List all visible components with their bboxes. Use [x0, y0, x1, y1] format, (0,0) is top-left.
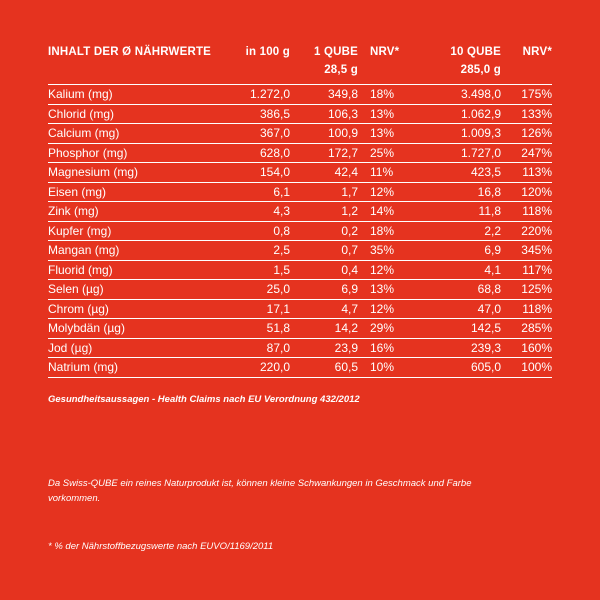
nrv-1-qube: 13%	[358, 104, 413, 124]
table-row	[48, 182, 552, 202]
nrv-10-qube: 345%	[501, 241, 552, 261]
value-per-100g: 87,0	[218, 338, 290, 358]
table-body	[48, 85, 552, 378]
nutrient-name: Molybdän (µg)	[48, 319, 218, 339]
value-1-qube: 0,7	[290, 241, 358, 261]
value-per-100g: 6,1	[218, 182, 290, 202]
value-1-qube: 1,2	[290, 202, 358, 222]
header-per-100g: in 100 g	[245, 46, 290, 58]
value-10-qube: 3.498,0	[413, 85, 501, 105]
nutrient-name: Kupfer (mg)	[48, 221, 218, 241]
nrv-10-qube: 247%	[501, 143, 552, 163]
health-claims-note: Gesundheitsaussagen - Health Claims nach EU Verordnung 432/2012	[48, 394, 360, 405]
value-1-qube: 0,2	[290, 221, 358, 241]
value-10-qube: 6,9	[413, 241, 501, 261]
value-per-100g: 25,0	[218, 280, 290, 300]
table-row	[48, 163, 552, 183]
value-10-qube: 142,5	[413, 319, 501, 339]
nrv-10-qube: 220%	[501, 221, 552, 241]
table-row	[48, 299, 552, 319]
nrv-10-qube: 117%	[501, 260, 552, 280]
nrv-10-qube: 120%	[501, 182, 552, 202]
nrv-1-qube: 18%	[358, 221, 413, 241]
value-per-100g: 17,1	[218, 299, 290, 319]
nrv-1-qube: 25%	[358, 143, 413, 163]
value-per-100g: 386,5	[218, 104, 290, 124]
value-10-qube: 605,0	[413, 358, 501, 378]
nrv-1-qube: 35%	[358, 241, 413, 261]
value-10-qube: 16,8	[413, 182, 501, 202]
value-1-qube: 106,3	[290, 104, 358, 124]
nrv-1-qube: 12%	[358, 182, 413, 202]
nutrient-name: Jod (µg)	[48, 338, 218, 358]
value-per-100g: 220,0	[218, 358, 290, 378]
table-row	[48, 260, 552, 280]
natural-product-note: Da Swiss-QUBE ein reines Naturprodukt ist, können kleine Schwankungen in Geschmack und Farbe vorkommen.	[48, 478, 472, 504]
nrv-10-qube: 126%	[501, 124, 552, 144]
nrv-1-qube: 29%	[358, 319, 413, 339]
nrv-1-qube: 10%	[358, 358, 413, 378]
value-10-qube: 11,8	[413, 202, 501, 222]
nrv-10-qube: 285%	[501, 319, 552, 339]
nrv-10-qube: 175%	[501, 85, 552, 105]
value-per-100g: 2,5	[218, 241, 290, 261]
value-1-qube: 0,4	[290, 260, 358, 280]
nrv-10-qube: 125%	[501, 280, 552, 300]
header-10-qube: 10 QUBE	[450, 46, 501, 58]
table-row	[48, 85, 552, 105]
value-per-100g: 4,3	[218, 202, 290, 222]
value-10-qube: 1.062,9	[413, 104, 501, 124]
nutrition-table-wrapper	[48, 46, 552, 378]
value-per-100g: 0,8	[218, 221, 290, 241]
table-row	[48, 143, 552, 163]
nrv-1-qube: 13%	[358, 124, 413, 144]
table-row	[48, 319, 552, 339]
value-per-100g: 1,5	[218, 260, 290, 280]
value-per-100g: 51,8	[218, 319, 290, 339]
nutrient-name: Selen (µg)	[48, 280, 218, 300]
value-10-qube: 68,8	[413, 280, 501, 300]
nrv-1-qube: 18%	[358, 85, 413, 105]
table-row	[48, 241, 552, 261]
nutrient-name: Kalium (mg)	[48, 85, 218, 105]
value-1-qube: 1,7	[290, 182, 358, 202]
value-10-qube: 1.727,0	[413, 143, 501, 163]
value-10-qube: 423,5	[413, 163, 501, 183]
value-10-qube: 239,3	[413, 338, 501, 358]
value-per-100g: 1.272,0	[218, 85, 290, 105]
value-1-qube: 172,7	[290, 143, 358, 163]
nutrient-name: Chrom (µg)	[48, 299, 218, 319]
nutrient-name: Chlorid (mg)	[48, 104, 218, 124]
nrv-1-qube: 12%	[358, 260, 413, 280]
value-1-qube: 6,9	[290, 280, 358, 300]
value-per-100g: 628,0	[218, 143, 290, 163]
value-10-qube: 47,0	[413, 299, 501, 319]
nrv-footnote: * % der Nährstoffbezugswerte nach EUVO/1169/2011	[48, 541, 274, 552]
nutrient-name: Magnesium (mg)	[48, 163, 218, 183]
value-1-qube: 60,5	[290, 358, 358, 378]
header-nrv-1: NRV*	[370, 46, 400, 58]
value-per-100g: 367,0	[218, 124, 290, 144]
value-1-qube: 4,7	[290, 299, 358, 319]
table-row	[48, 358, 552, 378]
nrv-10-qube: 118%	[501, 202, 552, 222]
header-nrv-10: NRV*	[522, 46, 552, 58]
nrv-1-qube: 14%	[358, 202, 413, 222]
table-row	[48, 280, 552, 300]
value-1-qube: 14,2	[290, 319, 358, 339]
header-10-qube-weight: 285,0 g	[413, 64, 501, 85]
value-10-qube: 2,2	[413, 221, 501, 241]
header-1-qube: 1 QUBE	[313, 46, 358, 58]
nutrient-name: Phosphor (mg)	[48, 143, 218, 163]
value-1-qube: 100,9	[290, 124, 358, 144]
nutrient-name: Natrium (mg)	[48, 358, 218, 378]
value-1-qube: 349,8	[290, 85, 358, 105]
nutrition-table	[48, 46, 552, 378]
nutrient-name: Calcium (mg)	[48, 124, 218, 144]
table-row	[48, 104, 552, 124]
table-row	[48, 338, 552, 358]
table-row	[48, 202, 552, 222]
nutrient-name: Eisen (mg)	[48, 182, 218, 202]
value-10-qube: 1.009,3	[413, 124, 501, 144]
nrv-10-qube: 100%	[501, 358, 552, 378]
value-1-qube: 42,4	[290, 163, 358, 183]
nrv-1-qube: 12%	[358, 299, 413, 319]
nrv-10-qube: 160%	[501, 338, 552, 358]
nrv-1-qube: 16%	[358, 338, 413, 358]
nutrient-name: Zink (mg)	[48, 202, 218, 222]
header-1-qube-weight: 28,5 g	[290, 64, 358, 85]
header-nutrient: INHALT DER Ø NÄHRWERTE	[48, 46, 212, 58]
nrv-1-qube: 13%	[358, 280, 413, 300]
value-10-qube: 4,1	[413, 260, 501, 280]
table-row	[48, 221, 552, 241]
nrv-10-qube: 133%	[501, 104, 552, 124]
nutrient-name: Mangan (mg)	[48, 241, 218, 261]
nrv-10-qube: 118%	[501, 299, 552, 319]
nutrient-name: Fluorid (mg)	[48, 260, 218, 280]
nrv-10-qube: 113%	[501, 163, 552, 183]
table-row	[48, 124, 552, 144]
value-1-qube: 23,9	[290, 338, 358, 358]
table-header	[48, 46, 552, 85]
value-per-100g: 154,0	[218, 163, 290, 183]
nrv-1-qube: 11%	[358, 163, 413, 183]
